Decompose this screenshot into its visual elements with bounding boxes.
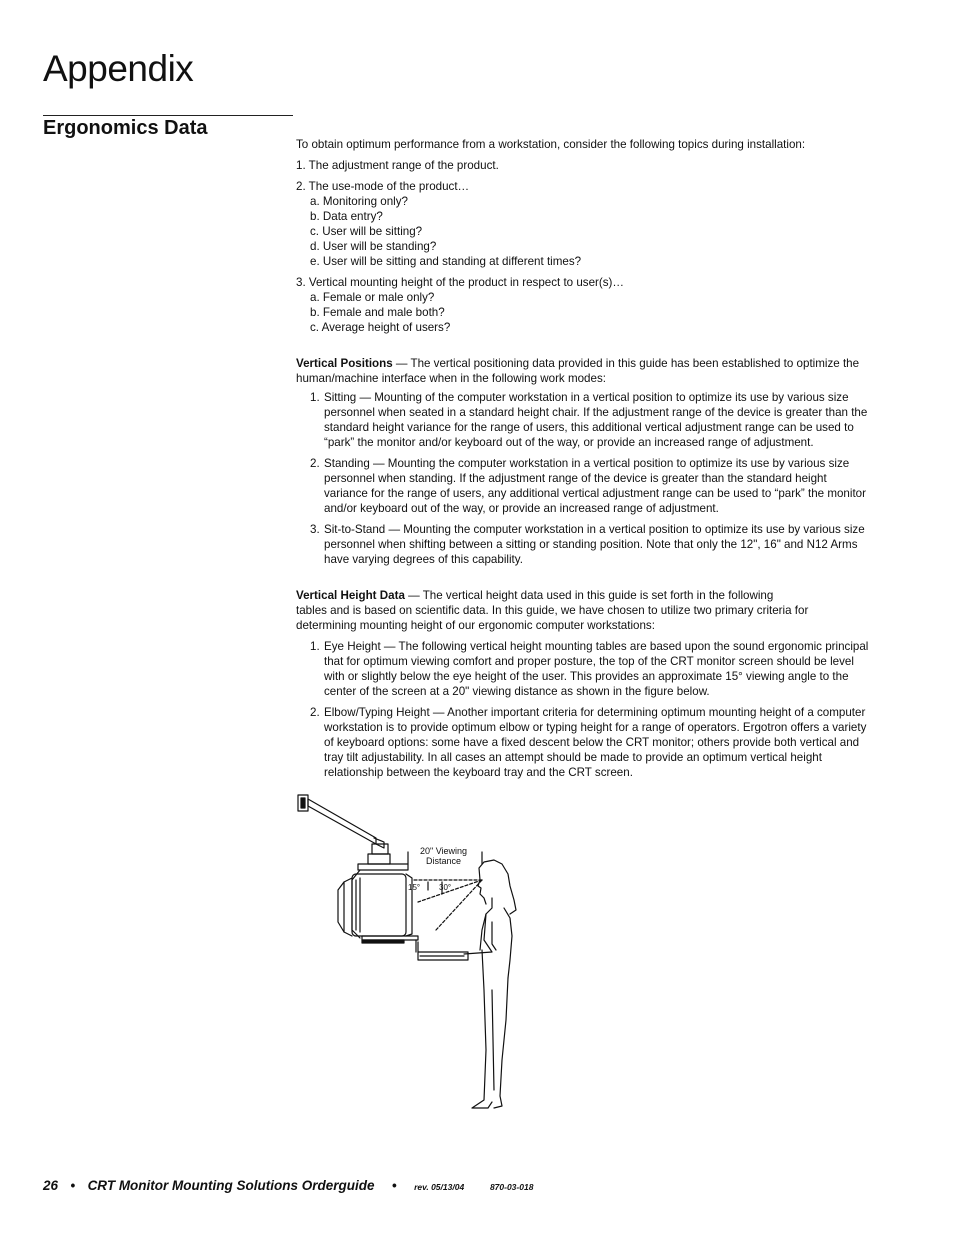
- vertical-positions-paragraph: [296, 356, 871, 386]
- topic-2-item: a. Monitoring only?: [310, 195, 408, 208]
- vertical-height-label: Vertical Height Data: [296, 589, 405, 602]
- person-legs: [472, 950, 492, 1108]
- list-item: [296, 456, 871, 516]
- vertical-positions-label: Vertical Positions: [296, 357, 393, 370]
- viewing-label-line2: Distance: [426, 856, 462, 866]
- footer-revision: rev. 05/13/04: [414, 1182, 465, 1192]
- ergonomic-figure: [296, 790, 536, 1120]
- section-title: Ergonomics Data: [43, 117, 208, 139]
- footer-bullet: •: [391, 1178, 397, 1193]
- ergonomic-illustration: [296, 790, 536, 1120]
- list-item-number: 3.: [310, 523, 320, 536]
- section-rule: [43, 115, 293, 116]
- footer-title: CRT Monitor Mounting Solutions Orderguide: [87, 1178, 375, 1193]
- page-footer: [43, 1178, 533, 1193]
- topic-3-item: a. Female or male only?: [310, 291, 435, 304]
- list-item-number: 2.: [310, 706, 320, 719]
- topic-2-item: e. User will be sitting and standing at different times?: [310, 255, 582, 268]
- topic-3-item: c. Average height of users?: [310, 321, 451, 334]
- topic-2-item: d. User will be standing?: [310, 240, 437, 253]
- list-item: [296, 705, 871, 780]
- body-content: [296, 137, 871, 780]
- topic-3-item: b. Female and male both?: [310, 306, 445, 319]
- topic-1: 1. The adjustment range of the product.: [296, 159, 499, 172]
- vertical-height-text-rest: tables and is based on scientific data. In this guide, we have chosen to utilize two primary criteria for determining mounting height of our ergonomic computer workstations:: [296, 604, 809, 632]
- topic-2-heading: 2. The use-mode of the product…: [296, 180, 470, 193]
- topic-2-item: b. Data entry?: [310, 210, 383, 223]
- vertical-positions-text: — The vertical positioning data provided in this guide has been established to optimize the human/machine interface when in the following work modes:: [296, 357, 860, 385]
- list-item-text: Elbow/Typing Height — Another important criteria for determining optimum mounting height of a computer workstation is to provide optimum elbow or typing height for a range of operators. Ergotron offers a variety of keyboard options: some have a fixed descent below the CRT monitor; others provide both vertical and tray tilt adjustability. In all cases an attempt should be made to provide an optimum vertical height relationship between the keyboard tray and the CRT screen.: [324, 706, 867, 779]
- mounting-arm: [308, 799, 376, 844]
- vertical-height-text-line1: — The vertical height data used in this guide is set forth in the following: [404, 589, 774, 602]
- person-face: [478, 880, 486, 904]
- list-item-number: 1.: [310, 640, 320, 653]
- intro-paragraph: To obtain optimum performance from a workstation, consider the following topics during installation:: [296, 138, 806, 151]
- angle-label-15: 15°: [408, 883, 421, 892]
- list-item: [296, 639, 871, 699]
- vertical-height-paragraph: [296, 588, 871, 633]
- footer-bullet: •: [70, 1178, 76, 1193]
- footer-part-number: 870-03-018: [489, 1182, 534, 1192]
- person-hair: [479, 860, 516, 914]
- topic-3-heading: 3. Vertical mounting height of the product in respect to user(s)…: [296, 276, 625, 289]
- crt-monitor-back: [338, 878, 352, 936]
- list-item-number: 2.: [310, 457, 320, 470]
- list-item: [296, 522, 871, 567]
- list-item-text: Sitting — Mounting of the computer workstation in a vertical position to optimize its use by various size personnel when seated in a standard height chair. If the adjustment range of the device is greater than the standard height variance for the range of users, this additional vertical adjustment range can be used to “park” the monitor and/or keyboard out of the way, or provide an increased range of adjustment.: [324, 391, 868, 449]
- page-number: 26: [43, 1178, 59, 1193]
- page-title: Appendix: [43, 48, 194, 89]
- list-item-text: Standing — Mounting the computer workstation in a vertical position to optimize its use by various size personnel when standing. If the adjustment range of the device is greater than the standard height variance for the range of users, any additional vertical adjustment range can be used to “park” the monitor and/or keyboard out of the way, or provide an increased range of adjustment.: [324, 457, 866, 515]
- list-item-text: Sit-to-Stand — Mounting the computer workstation in a vertical position to optimize its use by various size personnel when shifting between a sitting or standing position. Note that only the 12", 16" and N12 Arms have varying degrees of this capability.: [324, 523, 865, 566]
- list-item-number: 1.: [310, 391, 320, 404]
- topic-2-item: c. User will be sitting?: [310, 225, 423, 238]
- list-item: [296, 390, 871, 450]
- viewing-label-line1: 20" Viewing: [420, 846, 468, 856]
- angle-label-30: 30°: [439, 883, 452, 892]
- list-item-text: Eye Height — The following vertical height mounting tables are based upon the sound ergonomic principal that for optimum viewing comfort and proper posture, the top of the CRT monitor screen should be level with or slightly below the eye height of the user. This provides an approximate 15° viewing angle to the center of the screen at a 20" viewing distance as shown in the figure below.: [324, 640, 869, 698]
